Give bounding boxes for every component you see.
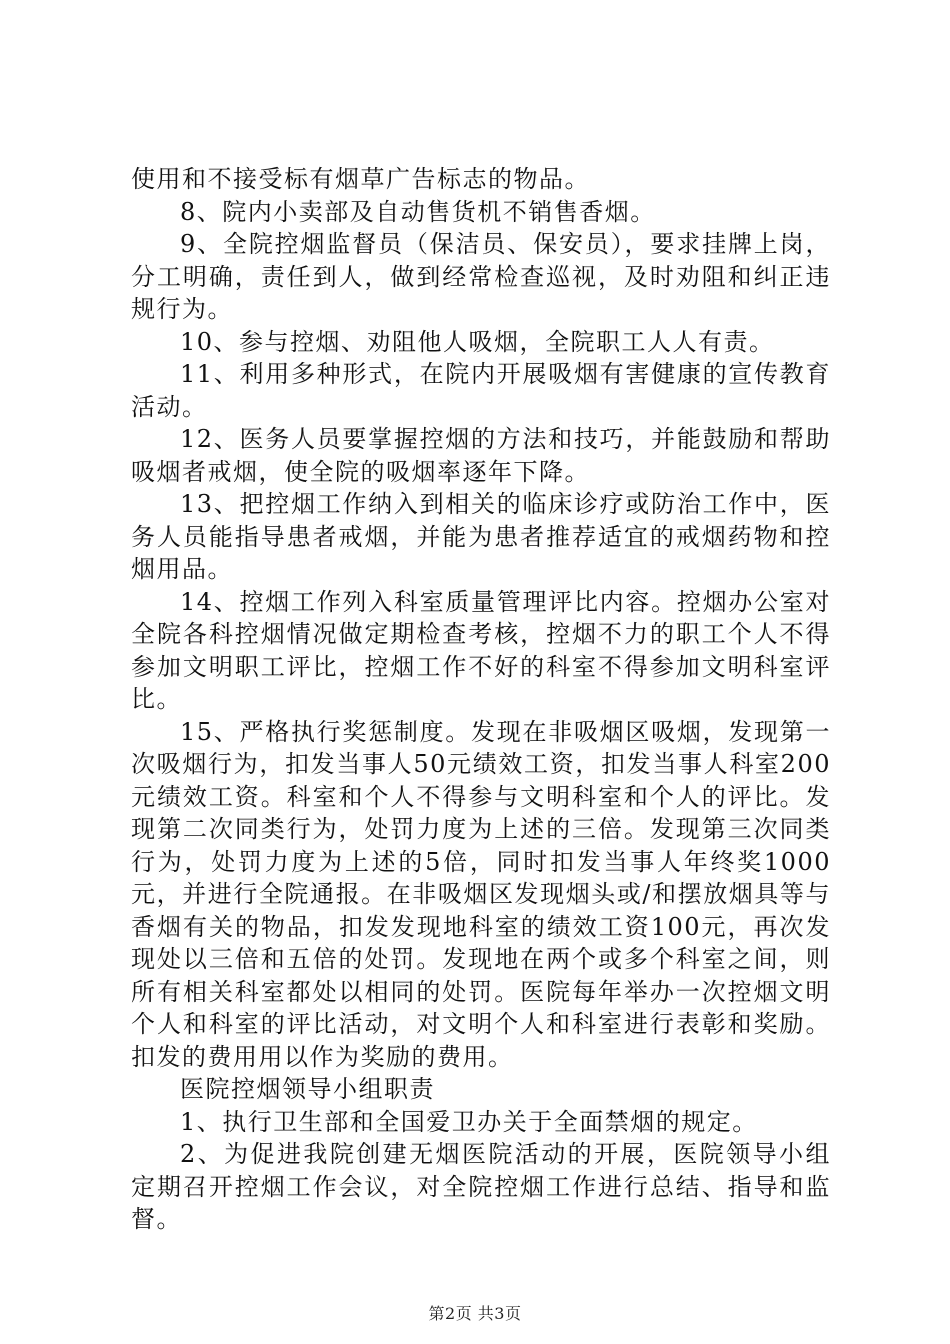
paragraph-item-9: 9、全院控烟监督员（保洁员、保安员），要求挂牌上岗，分工明确，责任到人，做到经常检查巡视，及时劝阻和纠正违规行为。 (131, 230, 831, 323)
paragraph-item-10: 10、参与控烟、劝阻他人吸烟，全院职工人人有责。 (180, 327, 775, 356)
paragraph-item-11: 11、利用多种形式，在院内开展吸烟有害健康的宣传教育活动。 (131, 360, 831, 421)
paragraph-duty-1: 1、执行卫生部和全国爱卫办关于全面禁烟的规定。 (180, 1107, 758, 1136)
paragraph-item-13: 13、把控烟工作纳入到相关的临床诊疗或防治工作中，医务人员能指导患者戒烟，并能为患者推荐适宜的戒烟药物和控烟用品。 (131, 490, 831, 583)
paragraph-item-14: 14、控烟工作列入科室质量管理评比内容。控烟办公室对全院各科控烟情况做定期检查考核，控烟不力的职工个人不得参加文明职工评比，控烟工作不好的科室不得参加文明科室评比。 (131, 587, 831, 713)
paragraph-duty-2: 2、为促进我院创建无烟医院活动的开展，医院领导小组定期召开控烟工作会议，对全院控烟工作进行总结、指导和监督。 (131, 1140, 831, 1233)
page-footer: 第2页 共3页 (428, 1304, 522, 1323)
paragraph-item-15: 15、严格执行奖惩制度。发现在非吸烟区吸烟，发现第一次吸烟行为，扣发当事人50元绩效工资，扣发当事人科室200元绩效工资。科室和个人不得参与文明科室和个人的评比。发现第二次同类行为，处罚力度为上述的三倍。发现第三次同类行为，处罚力度为上述的5倍，同时扣发当事人年终奖1000元，并进行全院通报。在非吸烟区发现烟头或/和摆放烟具等与香烟有关的物品，扣发发现地科室的绩效工资100元，再次发现处以三倍和五倍的处罚。发现地在两个或多个科室之间，则所有相关科室都处以相同的处罚。医院每年举办一次控烟文明个人和科室的评比活动，对文明个人和科室进行表彰和奖励。扣发的费用用以作为奖励的费用。 (131, 717, 831, 1071)
section-heading: 医院控烟领导小组职责 (180, 1075, 435, 1103)
paragraph-continuation: 使用和不接受标有烟草广告标志的物品。 (131, 165, 590, 193)
paragraph-item-8: 8、院内小卖部及自动售货机不销售香烟。 (180, 197, 656, 226)
document-body (131, 163, 831, 1236)
paragraph-item-12: 12、医务人员要掌握控烟的方法和技巧，并能鼓励和帮助吸烟者戒烟，使全院的吸烟率逐年下降。 (131, 425, 831, 486)
